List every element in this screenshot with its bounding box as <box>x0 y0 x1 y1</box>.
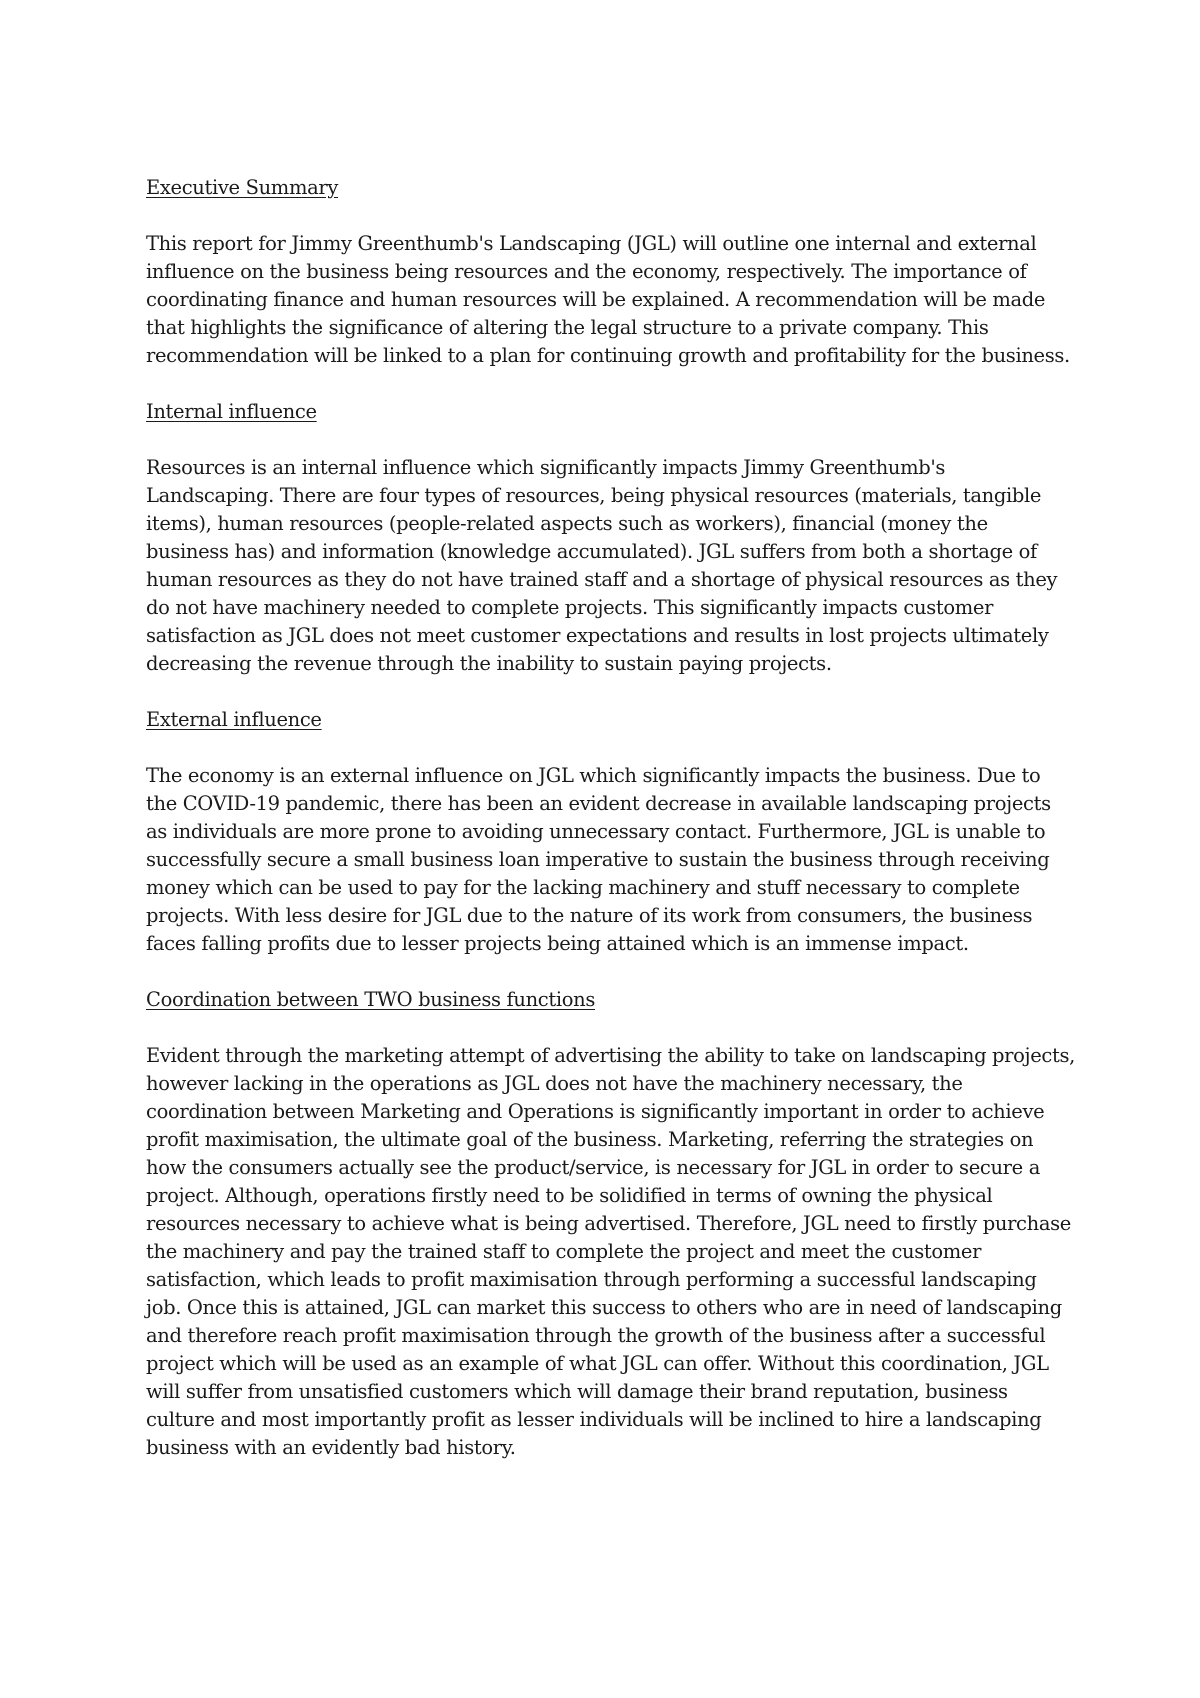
section-heading-internal-influence: Internal influence <box>146 400 317 423</box>
document-body <box>146 174 1076 1490</box>
section-body-internal-influence: Resources is an internal influence which significantly impacts Jimmy Greenthumb's Landscaping. There are four types of resources, being physical resources (materials, tangible items), human resources (people-related aspects such as workers), financial (money the business has) and information (knowledge accumulated). JGL suffers from both a shortage of human resources as they do not have trained staff and a shortage of physical resources as they do not have machinery needed to complete projects. This significantly impacts customer satisfaction as JGL does not meet customer expectations and results in lost projects ultimately decreasing the revenue through the inability to sustain paying projects. <box>146 456 1058 675</box>
section-body-external-influence: The economy is an external influence on JGL which significantly impacts the business. Due to the COVID-19 pandemic, there has been an evident decrease in available landscaping projects as individuals are more prone to avoiding unnecessary contact. Furthermore, JGL is unable to successfully secure a small business loan imperative to sustain the business through receiving money which can be used to pay for the lacking machinery and stuff necessary to complete projects. With less desire for JGL due to the nature of its work from consumers, the business faces falling profits due to lesser projects being attained which is an immense impact. <box>146 764 1051 955</box>
section-heading-coordination: Coordination between TWO business functions <box>146 988 595 1011</box>
section-heading-external-influence: External influence <box>146 708 322 731</box>
section-heading-executive-summary: Executive Summary <box>146 176 338 199</box>
section-body-executive-summary: This report for Jimmy Greenthumb's Landscaping (JGL) will outline one internal and external influence on the business being resources and the economy, respectively. The importance of coordinating finance and human resources will be explained. A recommendation will be made that highlights the significance of altering the legal structure to a private company. This recommendation will be linked to a plan for continuing growth and profitability for the business. <box>146 232 1070 367</box>
section-body-coordination: Evident through the marketing attempt of advertising the ability to take on landscaping projects, however lacking in the operations as JGL does not have the machinery necessary, the coordination between Marketing and Operations is significantly important in order to achieve profit maximisation, the ultimate goal of the business. Marketing, referring the strategies on how the consumers actually see the product/service, is necessary for JGL in order to secure a project. Although, operations firstly need to be solidified in terms of owning the physical resources necessary to achieve what is being advertised. Therefore, JGL need to firstly purchase the machinery and pay the trained staff to complete the project and meet the customer satisfaction, which leads to profit maximisation through performing a successful landscaping job. Once this is attained, JGL can market this success to others who are in need of landscaping and therefore reach profit maximisation through the growth of the business after a successful project which will be used as an example of what JGL can offer. Without this coordination, JGL will suffer from unsatisfied customers which will damage their brand reputation, business culture and most importantly profit as lesser individuals will be inclined to hire a landscaping business with an evidently bad history. <box>146 1044 1075 1459</box>
